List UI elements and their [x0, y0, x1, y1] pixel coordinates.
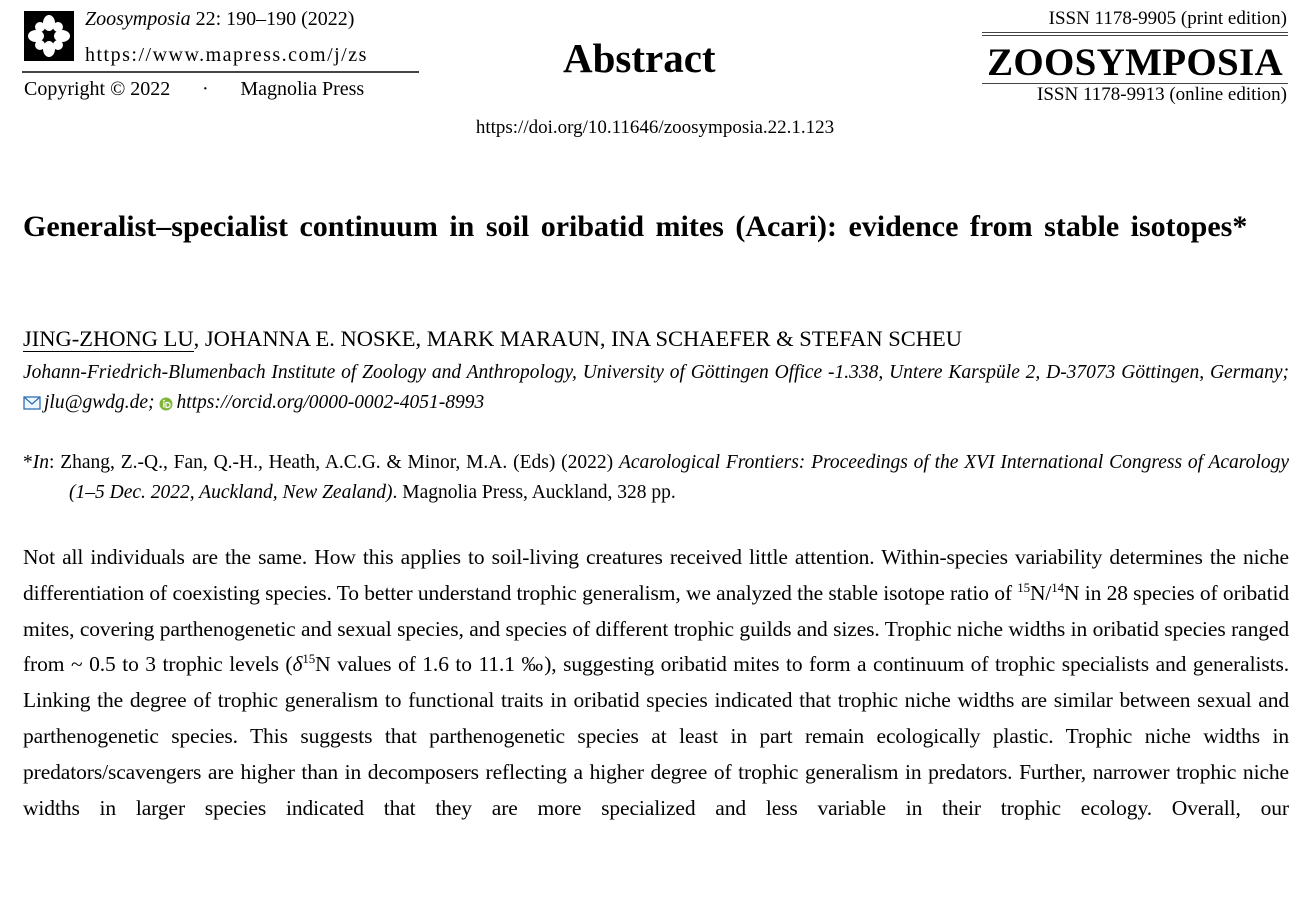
proceedings-title: Acarological Frontiers: Proceedings of the XVI International Congress of Acarology (1–5 Dec. 2022, Auckland, New Zealand): [69, 452, 1290, 503]
proceedings-citation: [23, 448, 1289, 508]
publisher-name: Magnolia Press: [240, 78, 365, 100]
copyright-line: [24, 78, 364, 101]
journal-brand: ZOOSYMPOSIA: [987, 41, 1283, 84]
article-title: Generalist–specialist continuum in soil oribatid mites (Acari): evidence from stable isotopes*: [23, 210, 1248, 243]
orcid-icon: [159, 391, 173, 421]
editors: : Zhang, Z.-Q., Fan, Q.-H., Heath, A.C.G. & Minor, M.A. (Eds) (2022): [49, 452, 619, 473]
author-list: [23, 326, 962, 352]
section-heading: Abstract: [563, 35, 716, 81]
isotope-n: N/: [1029, 580, 1052, 605]
journal-url[interactable]: https://www.mapress.com/j/zs: [85, 44, 368, 66]
brand-rule-top-2: [982, 35, 1288, 36]
corresponding-author[interactable]: JING-ZHONG LU: [23, 326, 194, 351]
issn-online: ISSN 1178-9913 (online edition): [1037, 84, 1287, 105]
delta-symbol: δ: [292, 652, 303, 677]
affiliation-text: Johann-Friedrich-Blumenbach Institute of Zoology and Anthropology, University of Göttingen Office -1.338, Untere Karspüle 2, D-37073 Göttingen, Germany;: [23, 362, 1289, 383]
email-link[interactable]: jlu@gwdg.de;: [44, 392, 155, 413]
doi-link[interactable]: https://doi.org/10.11646/zoosymposia.22.1.123: [475, 117, 835, 138]
footnote-marker: *: [23, 452, 33, 473]
abstract-part-1: Not all individuals are the same. How this applies to soil-living creatures received little attention. Within-species variability determines the niche differentiation of coexisting species. To better understand trophic generalism, we analyzed the stable isotope ratio of: [23, 545, 1289, 605]
separator-dot: ·: [201, 78, 209, 100]
brand-rule-top: [982, 32, 1288, 33]
journal-name: Zoosymposia: [85, 8, 191, 30]
affiliation: [23, 358, 1289, 421]
email-icon: [23, 391, 41, 421]
abstract-part-2: N in 28 species of oribatid mites, covering parthenogenetic and sexual species, and species of different trophic guilds and sizes. Trophic niche widths in oribatid species ranged from ~ 0.5 to 3 trophic levels (: [23, 580, 1289, 677]
publisher-info: . Magnolia Press, Auckland, 328 pp.: [392, 482, 676, 503]
journal-logo: [24, 11, 74, 61]
abstract-body: [23, 540, 1289, 826]
volume-pages: 22: 190–190 (2022): [195, 8, 355, 30]
journal-citation: [85, 8, 354, 31]
issn-print: ISSN 1178-9905 (print edition): [1048, 8, 1287, 29]
isotope-superscript-14: 14: [1051, 580, 1064, 595]
flower-icon: [24, 11, 74, 61]
header-divider: [22, 71, 419, 73]
copyright-text: Copyright © 2022: [24, 78, 171, 100]
abstract-part-3: N values of 1.6 to 11.1 ‰), suggesting oribatid mites to form a continuum of trophic specialists and generalists. Linking the degree of trophic generalism to functional traits in oribatid species indicated that trophic niche widths are similar between sexual and parthenogenetic species. This suggests that parthenogenetic species at least in part remain ecologically plastic. Trophic niche widths in predators/scavengers are higher than in decomposers reflecting a higher degree of trophic generalism in predators. Further, narrower trophic niche widths in larger species indicated that they are more specialized and less variable in their trophic ecology. Overall, our: [23, 652, 1289, 820]
co-authors: , JOHANNA E. NOSKE, MARK MARAUN, INA SCHAEFER & STEFAN SCHEU: [193, 326, 963, 351]
in-label: In: [32, 452, 49, 473]
orcid-link[interactable]: https://orcid.org/0000-0002-4051-8993: [176, 392, 485, 413]
isotope-superscript-15: 15: [1017, 580, 1030, 595]
isotope-superscript-15b: 15: [302, 652, 316, 667]
